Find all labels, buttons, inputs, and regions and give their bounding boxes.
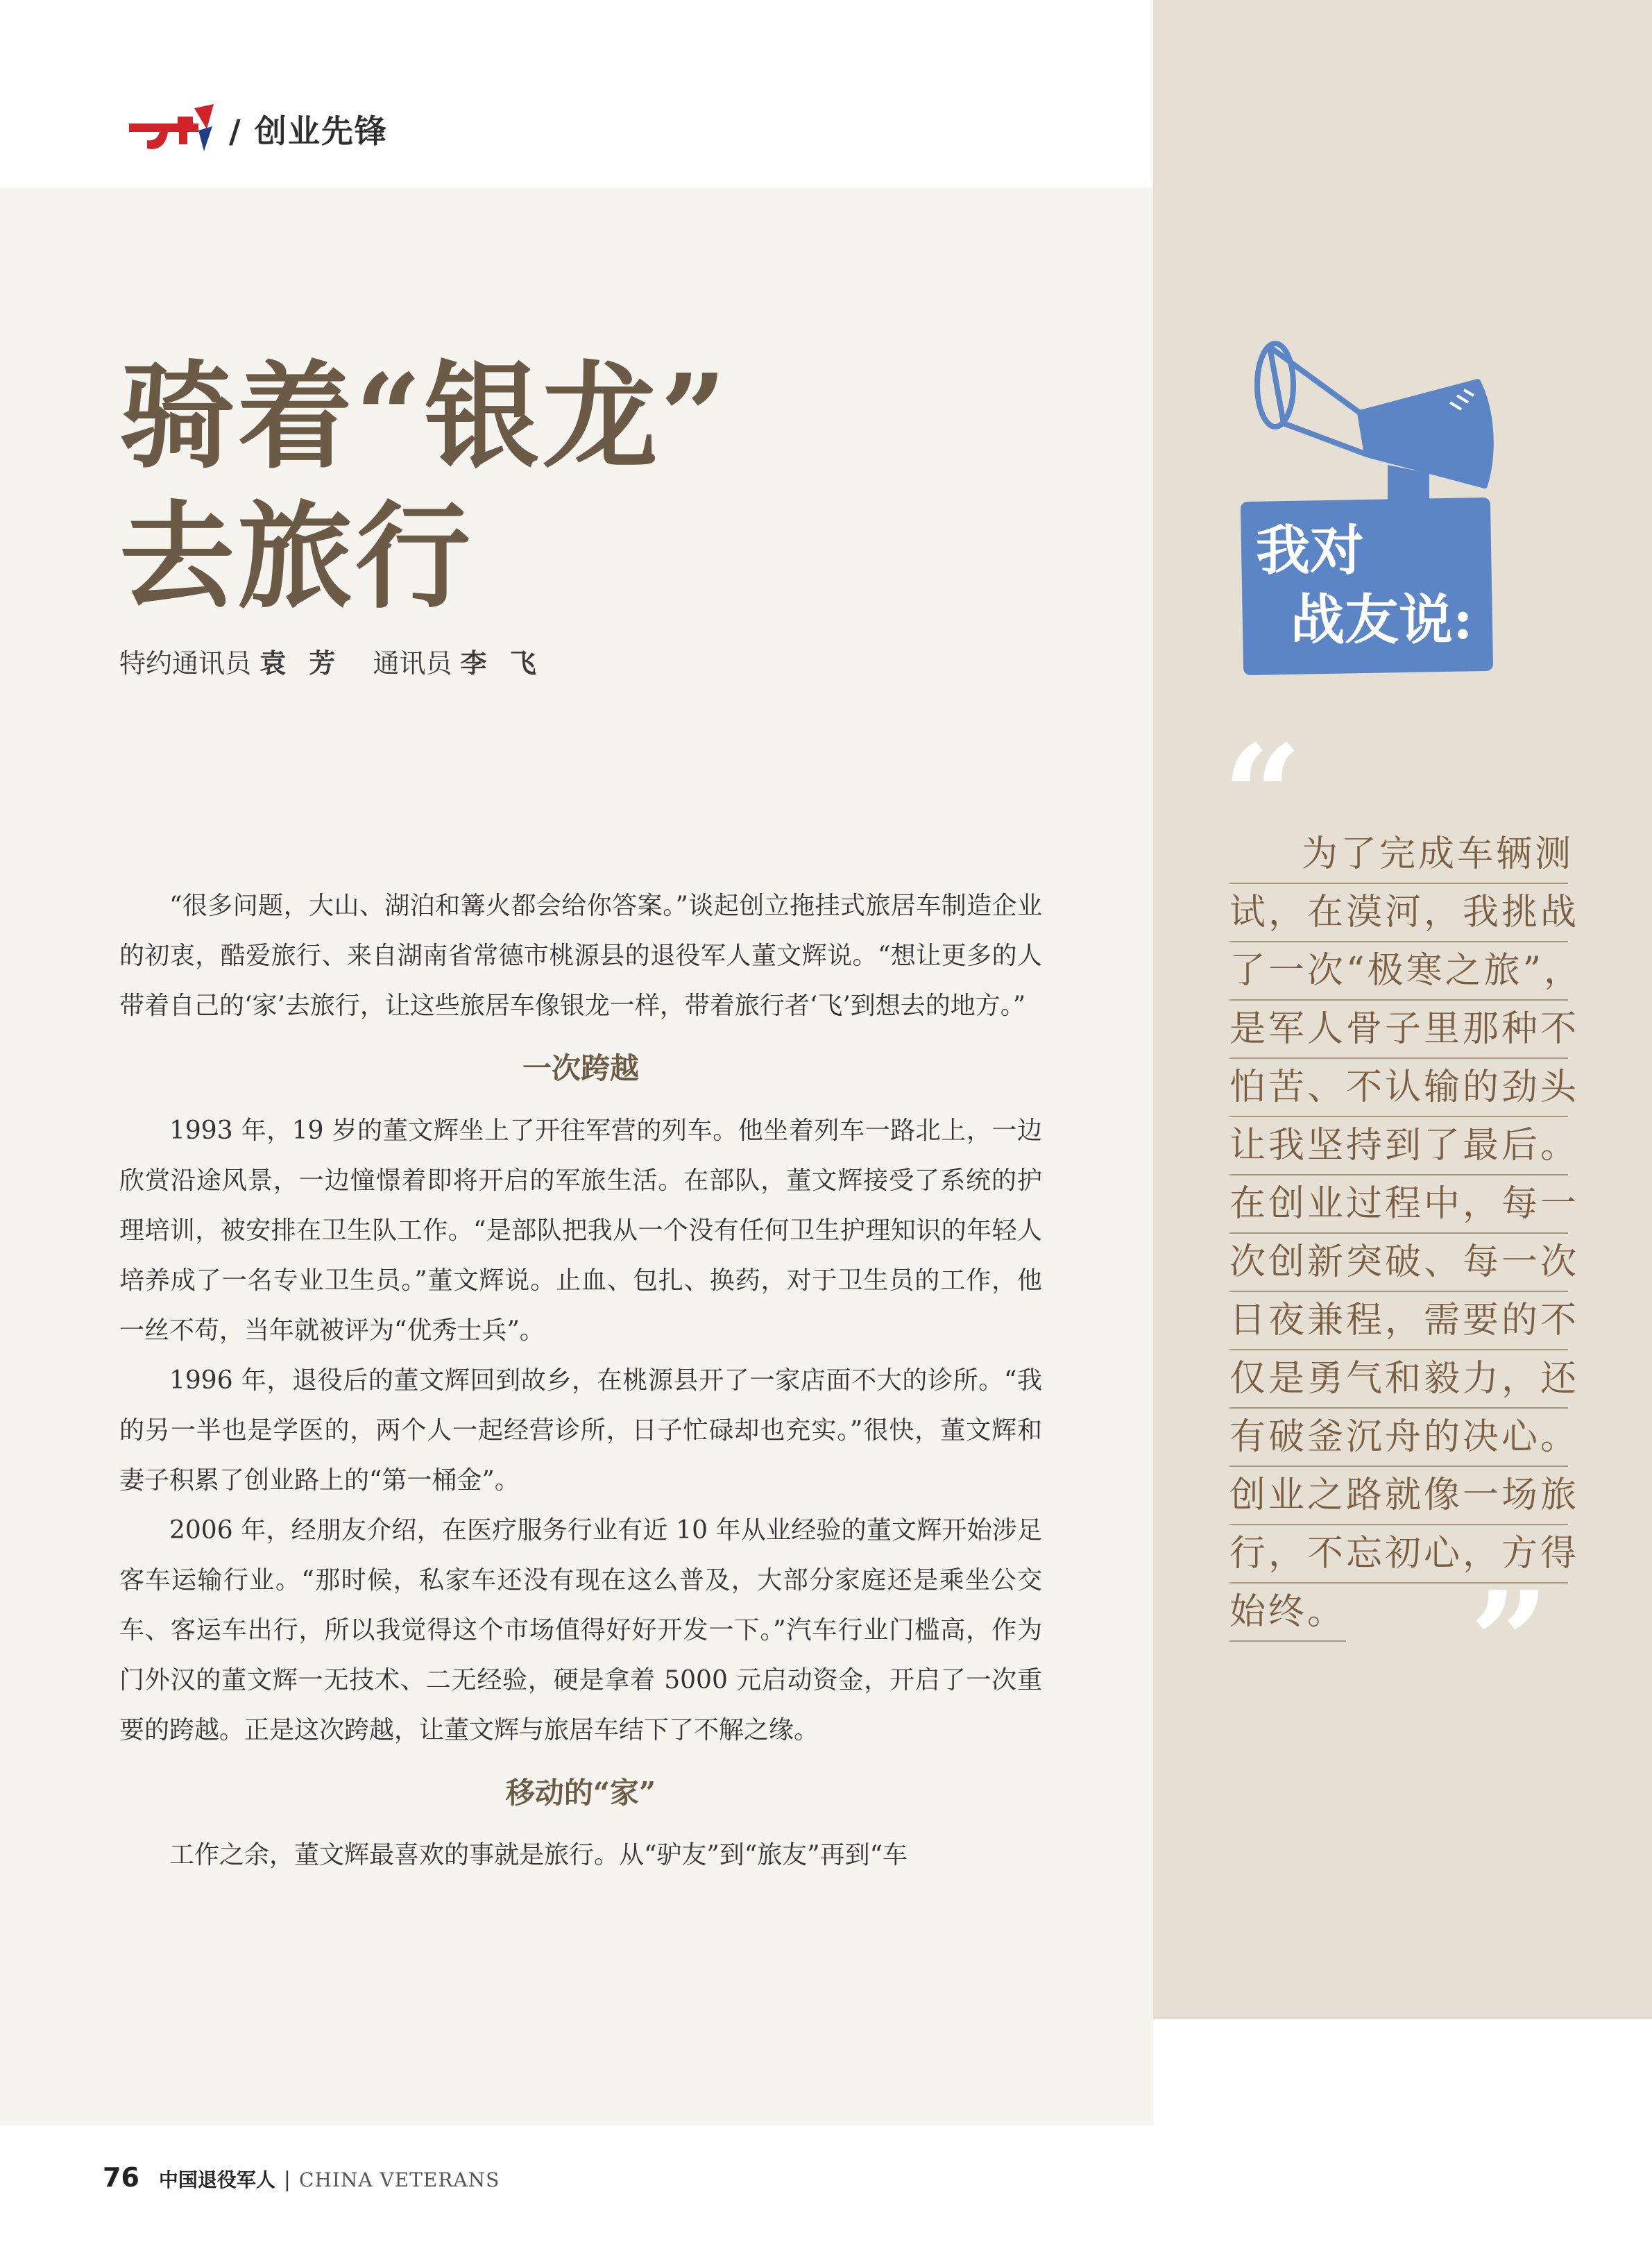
byline-role-2: 通讯员 xyxy=(373,648,452,679)
magazine-logo-icon xyxy=(126,103,216,155)
megaphone-icon xyxy=(1257,343,1491,513)
quote-line: 在创业过程中，每一 xyxy=(1229,1175,1568,1234)
quote-close-mark: ” xyxy=(1470,1561,1550,1724)
paragraph: 1996 年，退役后的董文辉回到故乡，在桃源县开了一家店面不大的诊所。“我的另一半也是学医的，两个人一起经营诊所，日子忙碌却也充实。”很快，董文辉和妻子积累了创业路上的“第一桶金”。 xyxy=(119,1366,1042,1495)
byline-name-2: 李 飞 xyxy=(460,648,543,679)
section-label: / 创业先锋 xyxy=(229,112,388,150)
quote-line: 创业之路就像一场旅 xyxy=(1229,1467,1568,1525)
byline-name-1: 袁 芳 xyxy=(259,648,343,679)
sidebar-quote xyxy=(1229,826,1583,1642)
publication-name: 中国退役军人 xyxy=(158,2168,275,2191)
quote-line: 次创新突破、每一次 xyxy=(1229,1234,1568,1292)
byline-role-1: 特约通讯员 xyxy=(119,648,252,679)
quote-line: 了一次“极寒之旅”， xyxy=(1229,942,1568,1001)
paragraph: 1993 年，19 岁的董文辉坐上了开往军营的列车。他坐着列车一路北上，一边欣赏沿途风景，一边憧憬着即将开启的军旅生活。在部队，董文辉接受了系统的护理培训，被安排在卫生队工作。“是部队把我从一个没有任何卫生护理知识的年轻人培养成了一名专业卫生员。”董文辉说。止血、包扎、换药，对于卫生员的工作，他一丝不苟，当年就被评为“优秀士兵”。 xyxy=(119,1116,1042,1345)
publication-name-en: CHINA VETERANS xyxy=(299,2168,500,2191)
quote-line: 试，在漠河，我挑战 xyxy=(1229,884,1568,942)
quote-line: 日夜兼程，需要的不 xyxy=(1229,1292,1568,1350)
quote-open-mark: “ xyxy=(1223,715,1303,878)
quote-line: 是军人骨子里那种不 xyxy=(1229,1001,1568,1059)
title-line-1: 骑着“银龙” xyxy=(119,349,729,484)
quote-line: 让我坚持到了最后。 xyxy=(1229,1117,1568,1175)
megaphone-badge xyxy=(1221,291,1513,683)
footer-separator: | xyxy=(283,2168,291,2192)
article-body xyxy=(119,881,1042,1880)
quote-line: 行，不忘初心，方得 xyxy=(1229,1525,1568,1583)
quote-line: 仅是勇气和毅力，还 xyxy=(1229,1350,1568,1409)
byline xyxy=(119,642,565,680)
page-header xyxy=(126,103,388,155)
paragraph: 2006 年，经朋友介绍，在医疗服务行业有近 10 年从业经验的董文辉开始涉足客车运输行业。“那时候，私家车还没有现在这么普及，大部分家庭还是乘坐公交车、客运车出行，所以我觉得这个市场值得好好开发一下。”汽车行业门槛高，作为门外汉的董文辉一无技术、二无经验，硬是拿着 5000 元启动资金，开启了一次重要的跨越。正是这次跨越，让董文辉与旅居车结下了不解之缘。 xyxy=(119,1516,1042,1744)
paragraph: “很多问题，大山、湖泊和篝火都会给你答案。”谈起创立拖挂式旅居车制造企业的初衷，酷爱旅行、来自湖南省常德市桃源县的退役军人董文辉说。“想让更多的人带着自己的‘家’去旅行，让这些旅居车像银龙一样，带着旅行者‘飞’到想去的地方。” xyxy=(119,892,1042,1020)
quote-line: 有破釜沉舟的决心。 xyxy=(1229,1409,1568,1467)
subheading-2: 移动的“家” xyxy=(505,1776,656,1810)
page-number: 76 xyxy=(103,2162,139,2193)
quote-line: 怕苦、不认输的劲头 xyxy=(1229,1059,1568,1117)
page-footer xyxy=(103,2162,500,2193)
paragraph: 工作之余，董文辉最喜欢的事就是旅行。从“驴友”到“旅友”再到“车 xyxy=(169,1841,908,1869)
badge-line-1: 我对 xyxy=(1256,519,1365,582)
quote-line: 始终。 xyxy=(1229,1583,1346,1642)
badge-line-2: 战友说: xyxy=(1291,588,1473,652)
article-title xyxy=(119,347,729,627)
title-line-2: 去旅行 xyxy=(119,489,473,625)
quote-line: 为了完成车辆测 xyxy=(1229,826,1568,884)
subheading-1: 一次跨越 xyxy=(522,1051,639,1085)
